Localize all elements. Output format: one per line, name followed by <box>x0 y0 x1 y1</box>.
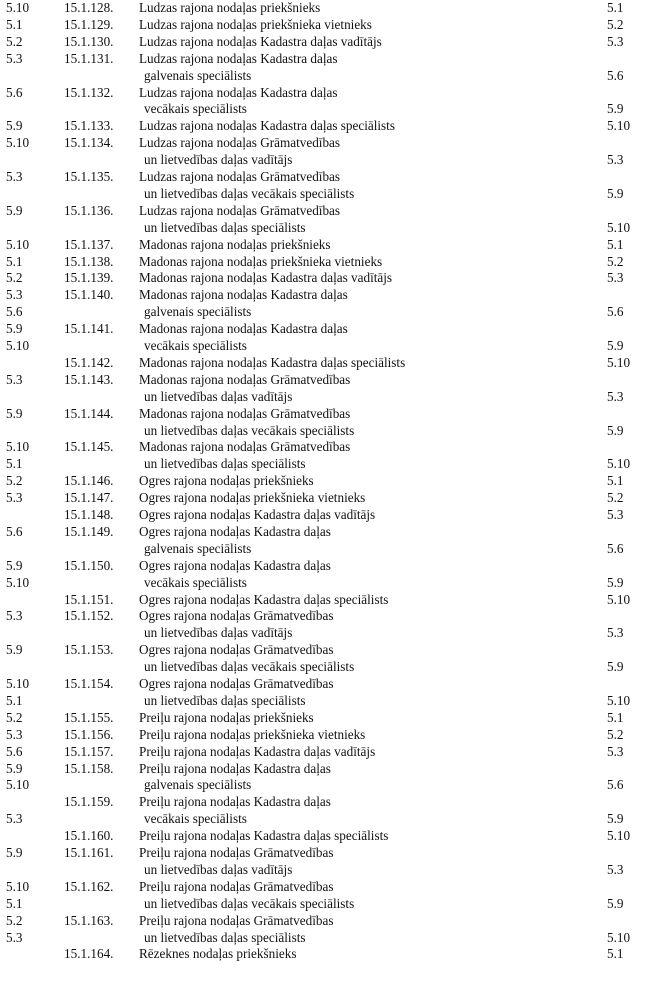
item-code: 15.1.147. <box>64 490 114 506</box>
table-row <box>0 321 645 337</box>
right-reference: 5.9 <box>607 338 624 353</box>
table-row <box>0 930 645 946</box>
right-reference: 5.3 <box>607 152 624 168</box>
right-reference: 5.1 <box>607 473 624 489</box>
left-reference: 5.9 <box>6 321 23 337</box>
right-reference: 5.1 <box>607 236 624 252</box>
position-title: Madonas rajona nodaļas Grāmatvedības <box>139 371 351 387</box>
right-reference: 5.2 <box>607 726 624 742</box>
position-title: Madonas rajona nodaļas Kadastra daļas speciālists <box>139 354 406 370</box>
right-reference: 5.1 <box>607 709 624 725</box>
left-reference: 5.10 <box>6 236 30 252</box>
left-reference: 5.2 <box>6 473 23 489</box>
left-reference: 5.10 <box>6 0 30 15</box>
right-reference: 5.1 <box>607 946 624 962</box>
table-row <box>0 270 645 286</box>
table-row <box>0 254 645 270</box>
item-code: 15.1.154. <box>64 676 114 691</box>
left-reference: 5.10 <box>6 439 30 455</box>
table-row <box>0 862 645 878</box>
table-row <box>0 304 645 320</box>
right-reference: 5.10 <box>607 591 631 607</box>
table-row <box>0 693 645 709</box>
table-row <box>0 507 645 523</box>
table-row <box>0 845 645 861</box>
left-reference: 5.6 <box>6 743 23 759</box>
left-reference: 5.3 <box>6 371 23 387</box>
right-reference: 5.9 <box>607 574 624 590</box>
left-reference: 5.10 <box>6 878 30 894</box>
item-code: 15.1.145. <box>64 439 114 455</box>
left-reference: 5.9 <box>6 642 23 658</box>
item-code: 15.1.135. <box>64 169 114 184</box>
table-row <box>0 676 645 692</box>
position-title: un lietvedības daļas speciālists <box>144 219 306 235</box>
left-reference: 5.10 <box>6 135 30 151</box>
item-code: 15.1.144. <box>64 405 114 421</box>
table-row <box>0 17 645 33</box>
position-title: Madonas rajona nodaļas Grāmatvedības <box>139 439 351 455</box>
table-row <box>0 389 645 405</box>
right-reference: 5.3 <box>607 861 624 877</box>
right-reference: 5.9 <box>607 895 624 911</box>
position-title: galvenais speciālists <box>144 540 252 556</box>
position-title: vecākais speciālists <box>144 338 247 353</box>
item-code: 15.1.155. <box>64 709 114 725</box>
position-title: Madonas rajona nodaļas Kadastra daļas <box>139 321 348 337</box>
left-reference: 5.3 <box>6 287 23 303</box>
position-title: Ogres rajona nodaļas priekšnieka vietnieks <box>139 490 366 506</box>
table-row <box>0 659 645 675</box>
left-reference: 5.3 <box>6 169 23 184</box>
position-title: Ogres rajona nodaļas Grāmatvedības <box>139 642 334 658</box>
item-code: 15.1.134. <box>64 135 114 151</box>
left-reference: 5.1 <box>6 692 23 708</box>
table-row <box>0 406 645 422</box>
left-reference: 5.2 <box>6 33 23 49</box>
table-row <box>0 608 645 624</box>
table-row <box>0 558 645 574</box>
position-title: un lietvedības daļas vecākais speciālists <box>144 422 355 438</box>
left-reference: 5.3 <box>6 490 23 506</box>
table-row <box>0 152 645 168</box>
item-code: 15.1.138. <box>64 253 114 269</box>
item-code: 15.1.164. <box>64 946 114 962</box>
table-row <box>0 287 645 303</box>
item-code: 15.1.141. <box>64 321 114 337</box>
item-code: 15.1.153. <box>64 642 114 658</box>
position-title: Ludzas rajona nodaļas Kadastra daļas <box>139 84 338 100</box>
position-title: Preiļu rajona nodaļas Grāmatvedības <box>139 845 334 860</box>
right-reference: 5.10 <box>607 456 631 472</box>
position-title: un lietvedības daļas vadītājs <box>144 625 293 641</box>
table-row <box>0 896 645 912</box>
left-reference: 5.10 <box>6 574 30 590</box>
position-title: Preiļu rajona nodaļas priekšnieks <box>139 709 314 725</box>
position-title: vecākais speciālists <box>144 101 247 117</box>
table-row <box>0 101 645 117</box>
right-reference: 5.2 <box>607 253 624 269</box>
position-title: Ogres rajona nodaļas Kadastra daļas <box>139 557 331 573</box>
position-title: Madonas rajona nodaļas priekšnieka vietnieks <box>139 253 383 269</box>
left-reference: 5.3 <box>6 726 23 742</box>
item-code: 15.1.128. <box>64 0 114 15</box>
position-title: vecākais speciālists <box>144 574 247 590</box>
left-reference: 5.9 <box>6 202 23 218</box>
position-title: un lietvedības daļas vecākais speciālists <box>144 895 355 911</box>
position-title: Ludzas rajona nodaļas Grāmatvedības <box>139 202 341 218</box>
table-row <box>0 828 645 844</box>
right-reference: 5.3 <box>607 33 624 49</box>
left-reference: 5.10 <box>6 676 30 691</box>
position-title: galvenais speciālists <box>144 777 252 793</box>
item-code: 15.1.129. <box>64 16 114 32</box>
table-row <box>0 777 645 793</box>
item-code: 15.1.152. <box>64 608 114 624</box>
position-title: Preiļu rajona nodaļas Kadastra daļas vadītājs <box>139 743 376 759</box>
table-row <box>0 811 645 827</box>
table-row <box>0 68 645 84</box>
right-reference: 5.2 <box>607 16 624 32</box>
right-reference: 5.10 <box>607 219 631 235</box>
table-row <box>0 186 645 202</box>
item-code: 15.1.151. <box>64 591 114 607</box>
table-row <box>0 439 645 455</box>
item-code: 15.1.148. <box>64 507 114 522</box>
item-code: 15.1.156. <box>64 726 114 742</box>
position-title: un lietvedības daļas speciālists <box>144 456 306 472</box>
position-title: Preiļu rajona nodaļas Grāmatvedības <box>139 912 334 928</box>
right-reference: 5.1 <box>607 0 624 15</box>
table-row <box>0 524 645 540</box>
table-row <box>0 575 645 591</box>
position-title: Madonas rajona nodaļas Kadastra daļas vadītājs <box>139 270 393 286</box>
item-code: 15.1.142. <box>64 354 114 370</box>
right-reference: 5.9 <box>607 101 624 117</box>
right-reference: 5.3 <box>607 507 624 522</box>
table-row <box>0 338 645 354</box>
right-reference: 5.10 <box>607 118 631 134</box>
right-reference: 5.3 <box>607 625 624 641</box>
table-row <box>0 203 645 219</box>
left-reference: 5.2 <box>6 912 23 928</box>
left-reference: 5.1 <box>6 456 23 472</box>
position-title: un lietvedības daļas vadītājs <box>144 152 293 168</box>
table-row <box>0 456 645 472</box>
item-code: 15.1.149. <box>64 523 114 539</box>
right-reference: 5.3 <box>607 270 624 286</box>
table-row <box>0 473 645 489</box>
position-title: Ludzas rajona nodaļas Kadastra daļas speciālists <box>139 118 395 134</box>
position-title: Madonas rajona nodaļas Grāmatvedības <box>139 405 351 421</box>
position-title: Ogres rajona nodaļas priekšnieks <box>139 473 314 489</box>
left-reference: 5.9 <box>6 118 23 134</box>
table-row <box>0 372 645 388</box>
table-row <box>0 423 645 439</box>
table-row <box>0 744 645 760</box>
position-title: Preiļu rajona nodaļas Grāmatvedības <box>139 878 334 894</box>
table-row <box>0 794 645 810</box>
right-reference: 5.6 <box>607 67 624 83</box>
left-reference: 5.2 <box>6 270 23 286</box>
right-reference: 5.10 <box>607 828 631 844</box>
left-reference: 5.9 <box>6 405 23 421</box>
item-code: 15.1.158. <box>64 760 114 776</box>
left-reference: 5.1 <box>6 895 23 911</box>
position-title: Madonas rajona nodaļas priekšnieks <box>139 236 331 252</box>
table-row <box>0 727 645 743</box>
left-reference: 5.1 <box>6 253 23 269</box>
table-row <box>0 51 645 67</box>
table-row <box>0 879 645 895</box>
position-title: Ogres rajona nodaļas Kadastra daļas <box>139 523 331 539</box>
left-reference: 5.3 <box>6 608 23 624</box>
left-reference: 5.6 <box>6 84 23 100</box>
position-title: Ludzas rajona nodaļas priekšnieks <box>139 0 321 15</box>
position-title: Madonas rajona nodaļas Kadastra daļas <box>139 287 348 303</box>
right-reference: 5.9 <box>607 185 624 201</box>
right-reference: 5.10 <box>607 354 631 370</box>
position-title: Preiļu rajona nodaļas Kadastra daļas speciālists <box>139 828 389 844</box>
position-title: Preiļu rajona nodaļas priekšnieka vietnieks <box>139 726 366 742</box>
left-reference: 5.10 <box>6 338 30 353</box>
position-title: un lietvedības daļas vecākais speciālists <box>144 659 355 675</box>
left-reference: 5.1 <box>6 16 23 32</box>
left-reference: 5.6 <box>6 304 23 320</box>
item-code: 15.1.161. <box>64 845 114 860</box>
right-reference: 5.3 <box>607 388 624 404</box>
table-row <box>0 625 645 641</box>
table-row <box>0 118 645 134</box>
table-row <box>0 592 645 608</box>
table-row <box>0 169 645 185</box>
position-title: Ludzas rajona nodaļas Grāmatvedības <box>139 169 341 184</box>
position-title: un lietvedības daļas vadītājs <box>144 388 293 404</box>
right-reference: 5.3 <box>607 743 624 759</box>
right-reference: 5.6 <box>607 304 624 320</box>
table-row <box>0 541 645 557</box>
left-reference: 5.9 <box>6 760 23 776</box>
item-code: 15.1.146. <box>64 473 114 489</box>
table-row <box>0 34 645 50</box>
position-title: Ludzas rajona nodaļas priekšnieka vietnieks <box>139 16 372 32</box>
position-title: un lietvedības daļas speciālists <box>144 929 306 945</box>
table-row <box>0 710 645 726</box>
position-title: Ogres rajona nodaļas Grāmatvedības <box>139 608 334 624</box>
position-title: galvenais speciālists <box>144 304 252 320</box>
item-code: 15.1.163. <box>64 912 114 928</box>
right-reference: 5.10 <box>607 692 631 708</box>
table-row <box>0 761 645 777</box>
table-row <box>0 355 645 371</box>
left-reference: 5.9 <box>6 845 23 860</box>
left-reference: 5.3 <box>6 50 23 66</box>
position-title: Ogres rajona nodaļas Kadastra daļas speciālists <box>139 591 389 607</box>
left-reference: 5.2 <box>6 709 23 725</box>
position-title: Ludzas rajona nodaļas Kadastra daļas <box>139 50 338 66</box>
item-code: 15.1.159. <box>64 794 114 810</box>
position-title: Preiļu rajona nodaļas Kadastra daļas <box>139 760 331 776</box>
item-code: 15.1.150. <box>64 557 114 573</box>
item-code: 15.1.160. <box>64 828 114 844</box>
left-reference: 5.3 <box>6 929 23 945</box>
item-code: 15.1.162. <box>64 878 114 894</box>
position-title: Preiļu rajona nodaļas Kadastra daļas <box>139 794 331 810</box>
position-title: un lietvedības daļas vecākais speciālists <box>144 185 355 201</box>
table-row <box>0 913 645 929</box>
item-code: 15.1.133. <box>64 118 114 134</box>
item-code: 15.1.140. <box>64 287 114 303</box>
left-reference: 5.10 <box>6 777 30 793</box>
table-row <box>0 642 645 658</box>
left-reference: 5.6 <box>6 523 23 539</box>
table-row <box>0 135 645 151</box>
item-code: 15.1.143. <box>64 371 114 387</box>
right-reference: 5.2 <box>607 490 624 506</box>
item-code: 15.1.132. <box>64 84 114 100</box>
position-title: galvenais speciālists <box>144 67 252 83</box>
table-row <box>0 237 645 253</box>
right-reference: 5.6 <box>607 777 624 793</box>
item-code: 15.1.157. <box>64 743 114 759</box>
item-code: 15.1.136. <box>64 202 114 218</box>
position-title: Rēzeknes nodaļas priekšnieks <box>139 946 297 962</box>
item-code: 15.1.130. <box>64 33 114 49</box>
position-title: vecākais speciālists <box>144 811 247 827</box>
right-reference: 5.9 <box>607 811 624 827</box>
table-row <box>0 85 645 101</box>
right-reference: 5.9 <box>607 659 624 675</box>
table-row <box>0 0 645 16</box>
table-row <box>0 946 645 962</box>
table-row <box>0 220 645 236</box>
item-code: 15.1.139. <box>64 270 114 286</box>
right-reference: 5.6 <box>607 540 624 556</box>
left-reference: 5.9 <box>6 557 23 573</box>
right-reference: 5.10 <box>607 929 631 945</box>
position-title: un lietvedības daļas vadītājs <box>144 861 293 877</box>
right-reference: 5.9 <box>607 422 624 438</box>
position-title: Ludzas rajona nodaļas Kadastra daļas vadītājs <box>139 33 382 49</box>
table-row <box>0 490 645 506</box>
position-title: Ogres rajona nodaļas Grāmatvedības <box>139 676 334 691</box>
position-title: Ogres rajona nodaļas Kadastra daļas vadītājs <box>139 507 376 522</box>
item-code: 15.1.131. <box>64 50 114 66</box>
left-reference: 5.3 <box>6 811 23 827</box>
item-code: 15.1.137. <box>64 236 114 252</box>
position-title: un lietvedības daļas speciālists <box>144 692 306 708</box>
position-title: Ludzas rajona nodaļas Grāmatvedības <box>139 135 341 151</box>
